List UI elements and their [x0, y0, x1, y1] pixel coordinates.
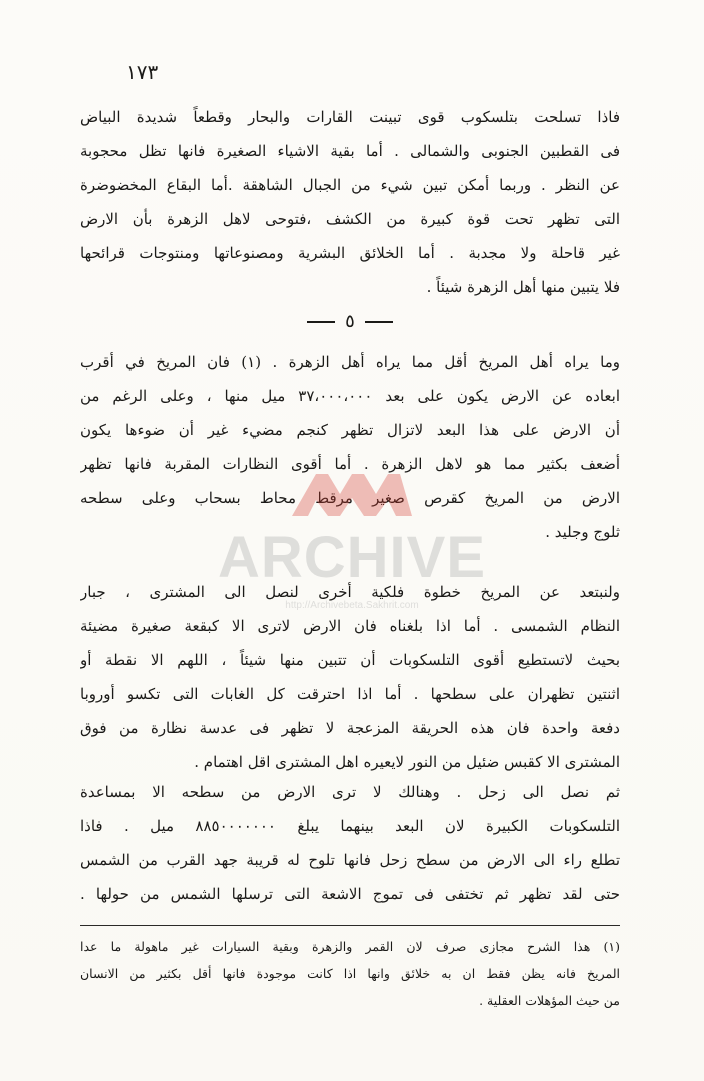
text-line: فاذا تسلحت بتلسكوب قوى تبينت القارات والبحار وقطعاً شديدة البياض [80, 108, 620, 126]
text-line: التلسكوبات الكبيرة لان البعد بينهما يبلغ ٨٨٥٠٠٠٠٠٠٠ ميل . فاذا [80, 817, 620, 835]
text-line: ولنبتعد عن المريخ خطوة فلكية أخرى لنصل الى المشترى ، جبار [80, 583, 620, 601]
paragraph-1 [80, 100, 620, 304]
text-line: المشترى الا كقبس ضئيل من النور لايعيره اهل المشترى اقل اهتمام . [194, 753, 620, 771]
text-line: أضعف بكثير مما هو لاهل الزهرة . أما أقوى النظارات المقربة فانها تظهر [80, 455, 620, 473]
text-line: أن الارض على هذا البعد لاتزال تظهر كنجم مضيء غير أن ضوءها يكون [80, 421, 620, 439]
text-line: تطلع راء الى الارض من سطح زحل فانها تلوح له قريبة جهد القرب من الشمس [80, 851, 620, 869]
text-line: عن النظر . وربما أمكن تبين شيء من الجبال الشاهقة .أما البقاع المخضوضرة [80, 176, 620, 194]
watermark-text: ARCHIVE [217, 525, 487, 590]
footnote-line: (١) هذا الشرح مجازى صرف لان القمر والزهرة وبقية السيارات غير ماهولة ما عدا [80, 939, 620, 954]
text-line: ابعاده عن الارض يكون على بعد ٣٧،٠٠٠،٠٠٠ ميل منها ، وعلى الرغم من [80, 387, 620, 405]
text-line: غير قاحلة ولا مجدبة . أما الخلائق البشرية ومصنوعاتها ومنتوجات قرائحها [80, 244, 620, 262]
text-line: فى القطبين الجنوبى والشمالى . أما بقية الاشياء الصغيرة فانها تظل محجوبة [80, 142, 620, 160]
text-line: اثنتين تظهران على سطحها . أما اذا احترقت كل الغابات التى تكسو أوروبا [80, 685, 620, 703]
text-line: وما يراه أهل المريخ أقل مما يراه أهل الزهرة . (١) فان المريخ في أقرب [80, 353, 620, 371]
watermark-url: http://Archivebeta.Sakhrit.com [285, 600, 419, 611]
text-line: ثم نصل الى زحل . وهنالك لا ترى الارض من سطحه الا بمساعدة [80, 783, 620, 801]
text-line: حتى لقد تظهر ثم تختفى فى تموج الاشعة التى ترسلها الشمس من حولها . [80, 885, 620, 903]
text-line: ثلوج وجليد . [545, 523, 620, 541]
footnote-line: من حيث المؤهلات العقلية . [479, 993, 620, 1008]
paragraph-2 [80, 345, 620, 549]
text-line: الارض من المريخ كقرص صغير مرقط محاط بسحاب وعلى سطحه [80, 489, 620, 507]
text-line: النظام الشمسى . أما اذا بلغناه فان الارض لاترى الا كبقعة صغيرة مضيئة [80, 617, 620, 635]
text-line: دفعة واحدة فان هذه الحريقة المزعجة لا تظهر فى عدسة نظارة من فوق [80, 719, 620, 737]
divider-dash [307, 321, 335, 323]
section-number: ٥ [345, 311, 355, 332]
footnote-separator [80, 925, 620, 926]
paragraph-3 [80, 575, 620, 779]
page-number: ١٧٣ [126, 60, 159, 84]
text-line: بحيث لاتستطيع أقوى التلسكوبات أن تتبين منها شيئاً ، اللهم الا نقطة أو [80, 651, 620, 669]
text-line: التى تظهر تحت قوة كبيرة من الكشف ،فتوحى لاهل الزهرة بأن الارض [80, 210, 620, 228]
footnote-line: المريخ فانه يظن فقط ان به خلائق وانها اذا كانت موجودة فانها أقل بكثير من الانسان [80, 966, 620, 981]
section-divider [240, 309, 460, 335]
divider-dash [365, 321, 393, 323]
text-line: فلا يتبين منها أهل الزهرة شيئاً . [426, 278, 620, 296]
paragraph-4 [80, 775, 620, 911]
footnote [80, 933, 620, 1014]
